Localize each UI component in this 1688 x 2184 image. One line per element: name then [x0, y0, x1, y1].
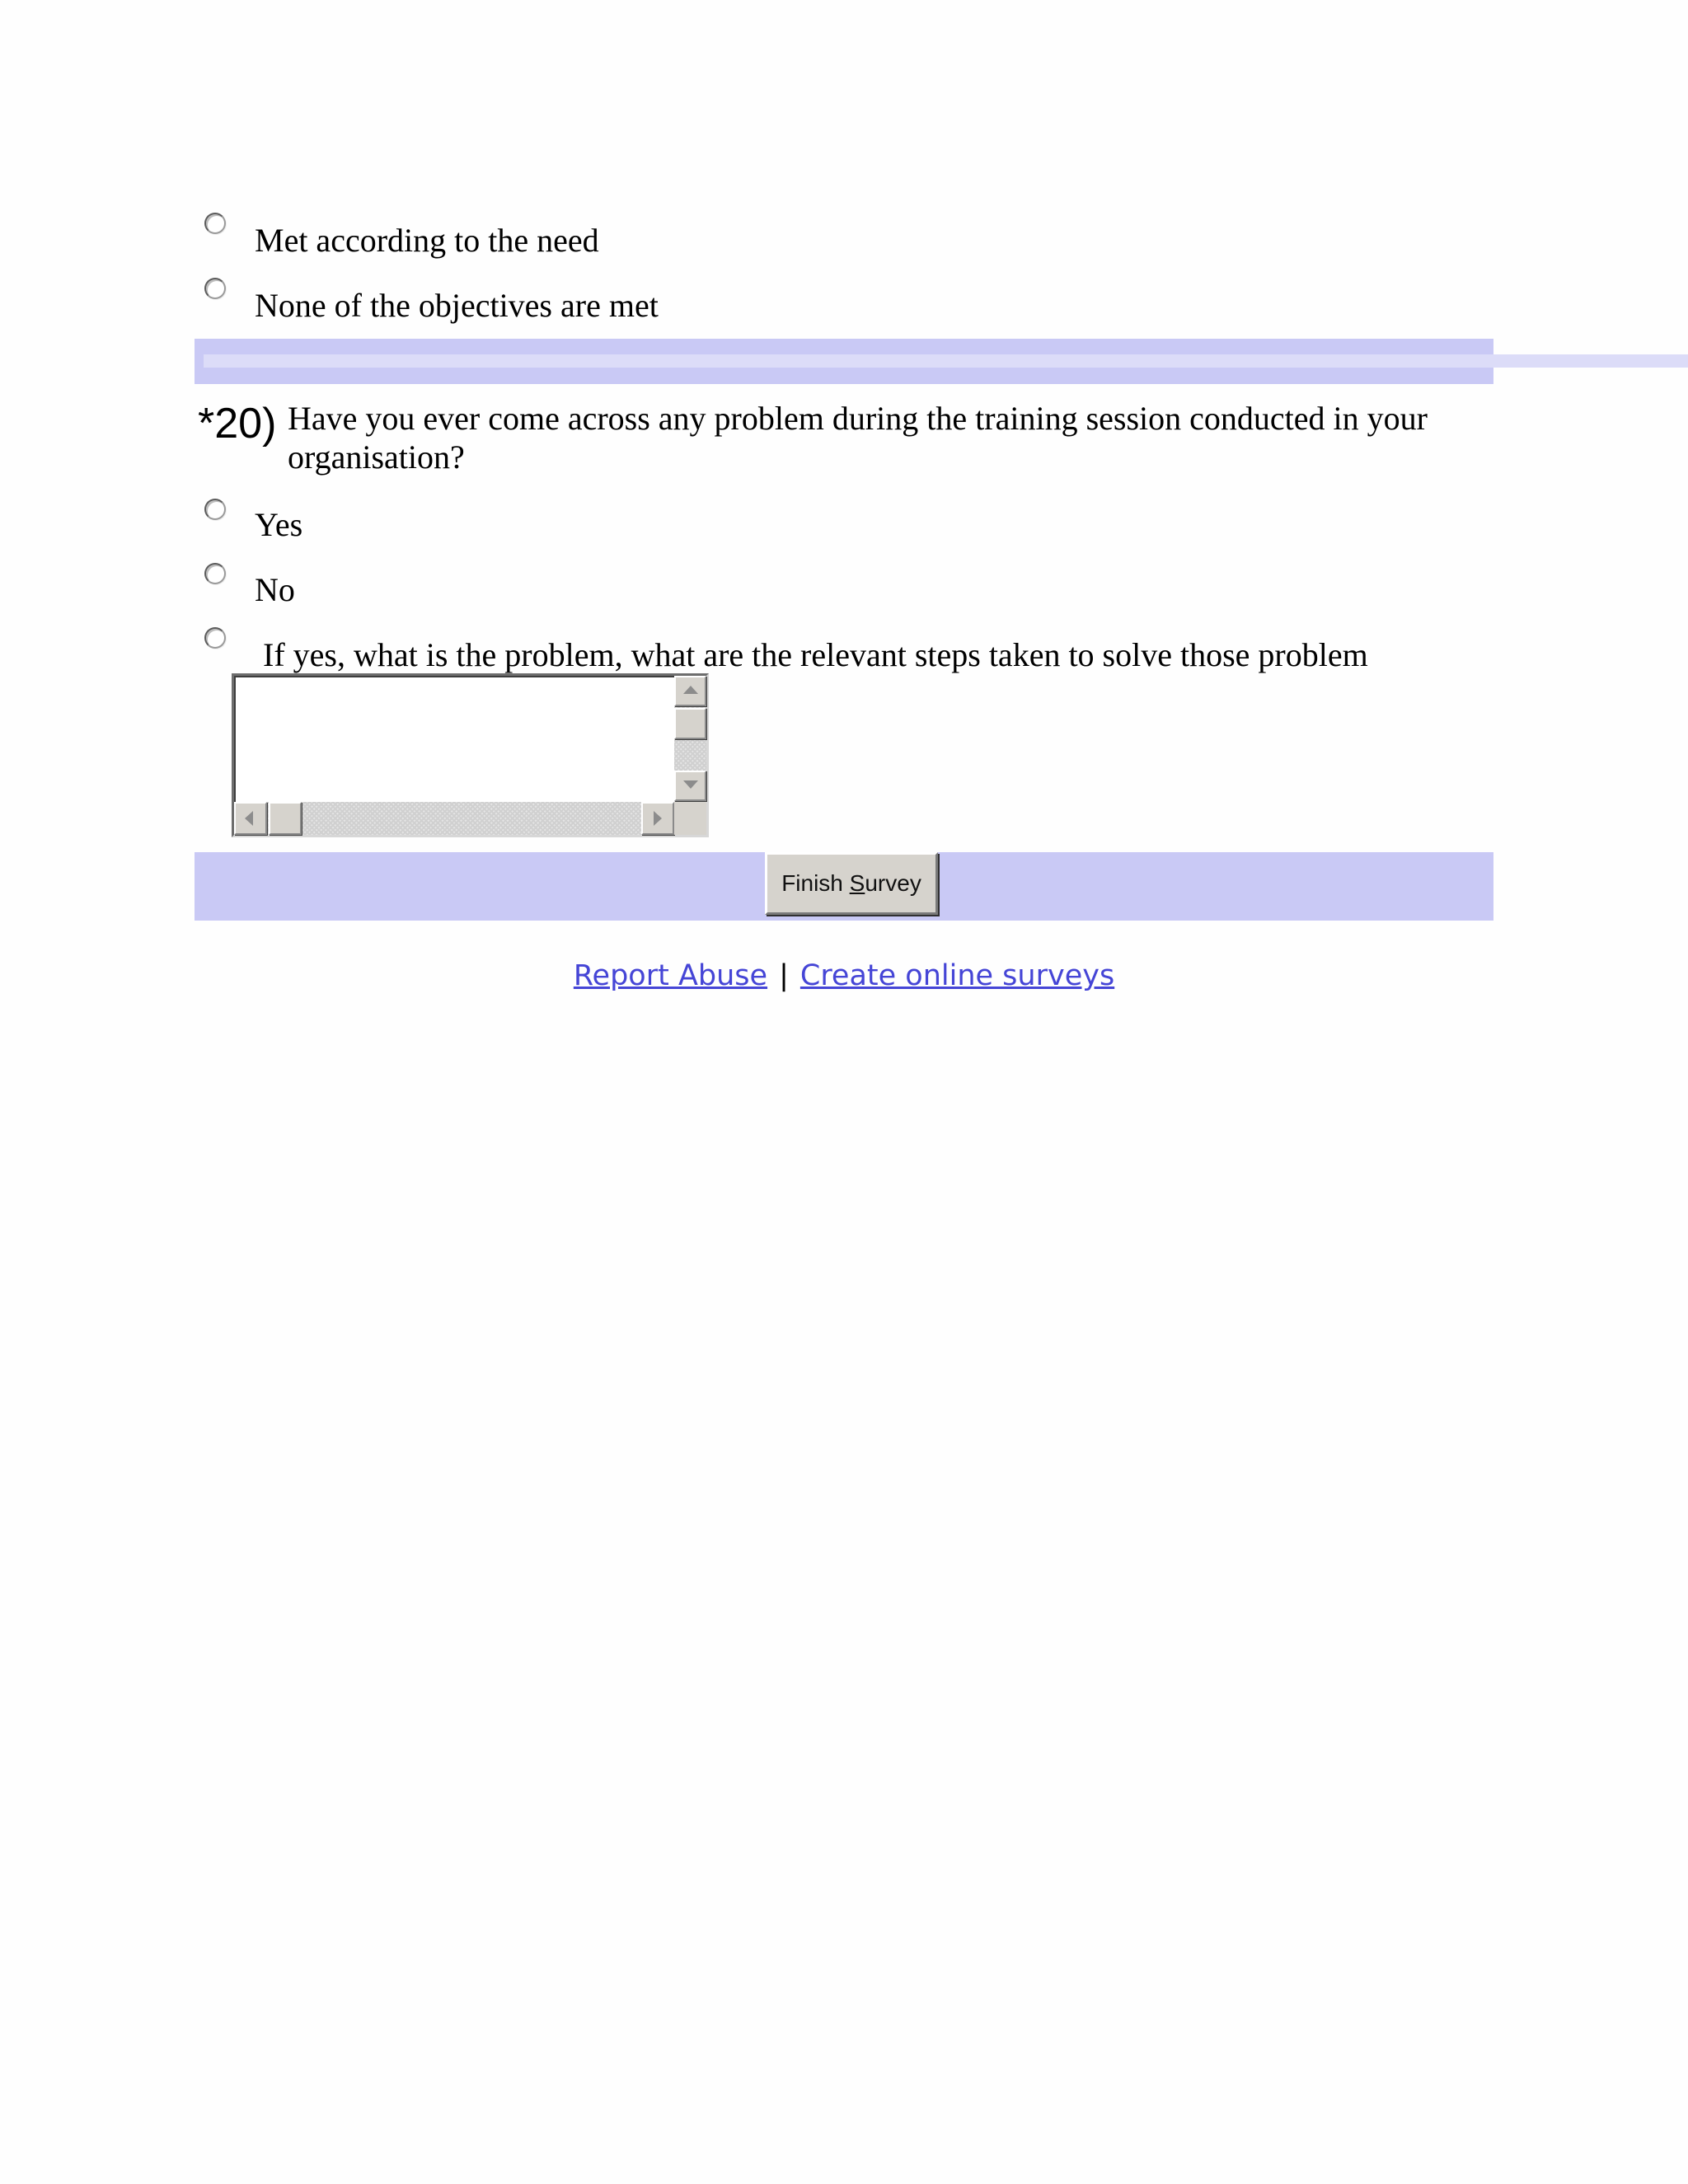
radio-yes[interactable]: [204, 499, 226, 520]
question-text: Have you ever come across any problem during the training session conducted in your organisation?: [288, 400, 1428, 476]
finish-button-label-end: urvey: [865, 870, 921, 896]
radio-if-yes-problem[interactable]: [204, 627, 226, 649]
scrollbar-corner: [674, 802, 706, 835]
question-separator-line: [204, 354, 1688, 368]
footer-separator: |: [779, 959, 789, 992]
problem-description-input[interactable]: [237, 679, 674, 803]
horizontal-scroll-thumb[interactable]: [269, 802, 302, 835]
problem-description-textarea[interactable]: [232, 673, 709, 837]
option-label-no: No: [255, 571, 295, 608]
radio-no[interactable]: [204, 563, 226, 584]
finish-button-label-start: Finish: [781, 870, 850, 896]
radio-none-of-objectives-met[interactable]: [204, 278, 226, 299]
option-label-none-of-objectives-met: None of the objectives are met: [255, 287, 659, 324]
vertical-scrollbar[interactable]: [674, 676, 706, 802]
triangle-down-icon: [683, 780, 698, 789]
triangle-left-icon: [245, 811, 253, 826]
option-label-yes: Yes: [255, 506, 303, 543]
finish-survey-button[interactable]: [765, 852, 938, 915]
create-online-surveys-link[interactable]: Create online surveys: [799, 959, 1115, 992]
scroll-up-button[interactable]: [674, 676, 706, 706]
vertical-scroll-thumb[interactable]: [674, 708, 706, 739]
question-number: *20): [198, 400, 277, 448]
horizontal-scrollbar[interactable]: [234, 802, 674, 835]
report-abuse-link[interactable]: Report Abuse: [573, 959, 768, 992]
scroll-down-button[interactable]: [674, 771, 706, 801]
triangle-up-icon: [683, 686, 698, 694]
option-label-met-according-to-need: Met according to the need: [255, 222, 599, 259]
radio-met-according-to-need[interactable]: [204, 213, 226, 234]
finish-button-label-accesskey: S: [849, 870, 865, 896]
footer-links: [0, 958, 1688, 994]
option-label-if-yes-problem: If yes, what is the problem, what are the relevant steps taken to solve those problem: [263, 636, 1368, 673]
scroll-right-button[interactable]: [641, 802, 674, 835]
triangle-right-icon: [654, 811, 662, 826]
scroll-left-button[interactable]: [234, 802, 267, 835]
